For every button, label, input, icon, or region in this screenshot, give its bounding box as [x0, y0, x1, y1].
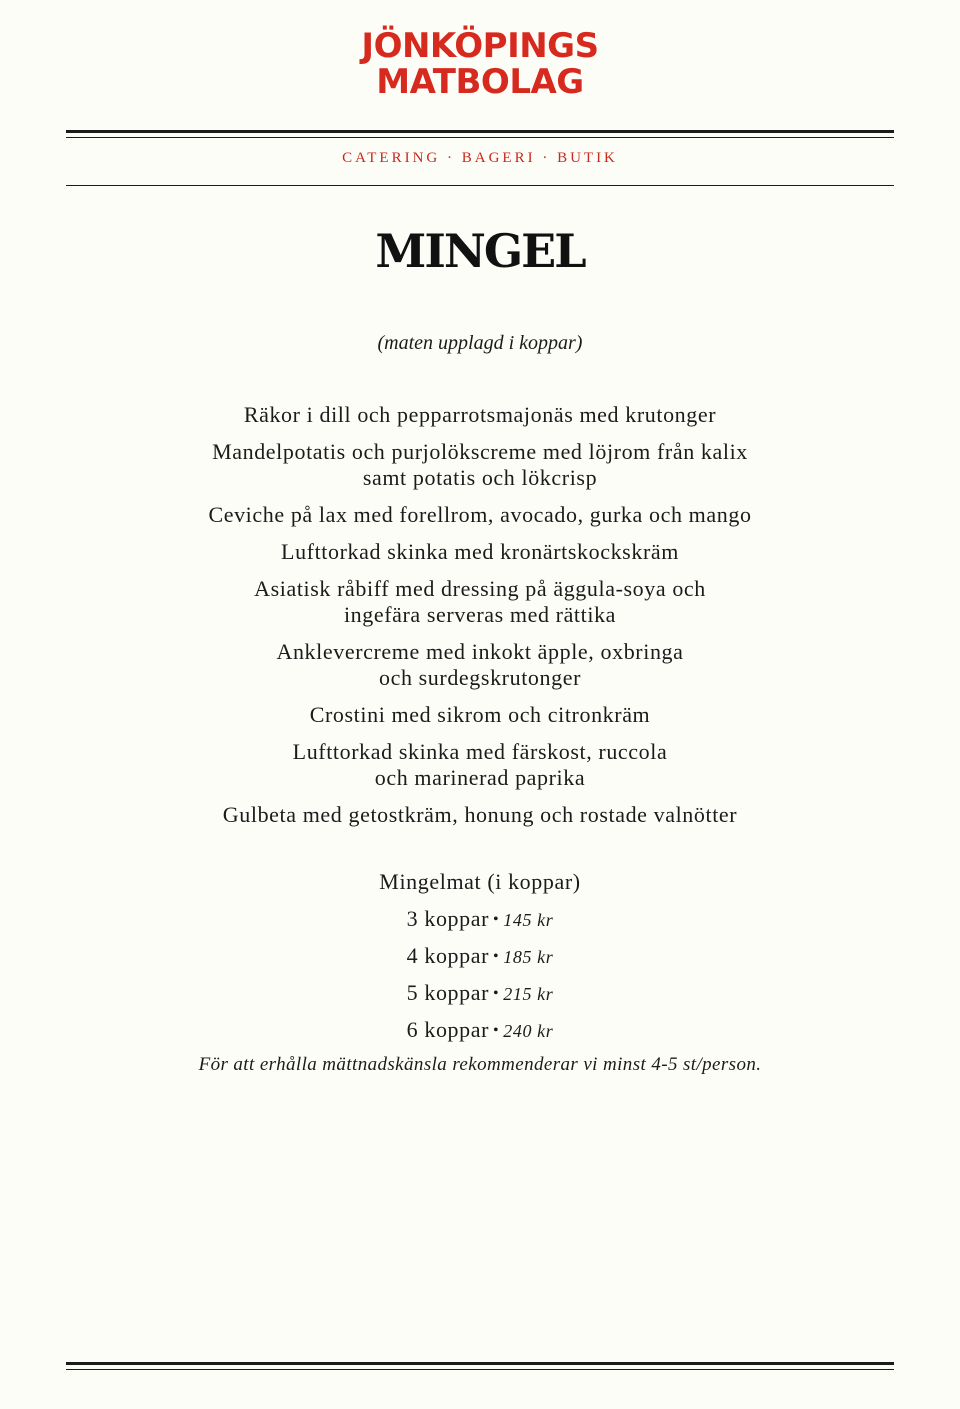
price-value: 185 kr	[503, 947, 554, 967]
menu-item-line: samt potatis och lökcrisp	[362, 465, 598, 490]
menu-item-line: Gulbeta med getostkräm, honung och rostade valnötter	[222, 802, 738, 827]
menu-item	[0, 539, 960, 565]
header-divider	[66, 130, 894, 138]
menu-item-line: Mandelpotatis och purjolökscreme med löjrom från kalix	[212, 439, 748, 464]
tagline-divider	[66, 185, 894, 186]
price-value: 240 kr	[503, 1021, 554, 1041]
menu-item-line: Asiatisk råbiff med dressing på äggula-soya och	[254, 576, 706, 601]
menu-item-line: ingefära serveras med rättika	[343, 602, 617, 627]
menu-item	[0, 639, 960, 691]
bullet-icon: •	[493, 985, 500, 1002]
menu-item	[0, 702, 960, 728]
brand-logo	[0, 28, 960, 100]
price-value: 215 kr	[503, 984, 554, 1004]
pricing-section	[0, 866, 960, 1051]
menu-item-line: Crostini med sikrom och citronkräm	[309, 702, 651, 727]
bullet-icon: •	[493, 1022, 500, 1039]
brand-logo-line1: JÖNKÖPINGS	[361, 26, 599, 66]
menu-item-line: och surdegskrutonger	[378, 665, 581, 690]
price-label: 4 koppar	[406, 943, 490, 968]
footer-divider	[66, 1362, 894, 1370]
price-row	[0, 940, 960, 977]
menu-item-line: Lufttorkad skinka med färskost, ruccola	[292, 739, 668, 764]
page-title: MINGEL	[375, 224, 585, 278]
tagline: CATERING · BAGERI · BUTIK	[342, 150, 618, 166]
menu-item-line: och marinerad paprika	[374, 765, 586, 790]
menu-item	[0, 439, 960, 491]
menu-item	[0, 739, 960, 791]
bullet-icon: •	[493, 911, 500, 928]
price-row	[0, 1014, 960, 1051]
menu-item-line: Räkor i dill och pepparrotsmajonäs med krutonger	[243, 402, 717, 427]
price-label: 5 koppar	[406, 980, 490, 1005]
menu-item	[0, 802, 960, 828]
menu-list	[0, 402, 960, 839]
price-row	[0, 903, 960, 940]
menu-item-line: Lufttorkad skinka med kronärtskockskräm	[281, 539, 679, 564]
menu-item	[0, 576, 960, 628]
price-row	[0, 977, 960, 1014]
pricing-heading: Mingelmat (i koppar)	[379, 869, 581, 894]
portion-note: För att erhålla mättnadskänsla rekommenderar vi minst 4-5 st/person.	[198, 1054, 762, 1075]
brand-logo-line2: MATBOLAG	[376, 62, 584, 102]
menu-item	[0, 402, 960, 428]
bullet-icon: •	[493, 948, 500, 965]
price-label: 3 koppar	[406, 906, 490, 931]
page-subtitle: (maten upplagd i koppar)	[377, 332, 583, 354]
price-value: 145 kr	[503, 910, 554, 930]
menu-item-line: Ceviche på lax med forellrom, avocado, gurka och mango	[208, 502, 752, 527]
menu-item-line: Anklevercreme med inkokt äpple, oxbringa	[276, 639, 684, 664]
price-label: 6 koppar	[406, 1017, 490, 1042]
menu-item	[0, 502, 960, 528]
